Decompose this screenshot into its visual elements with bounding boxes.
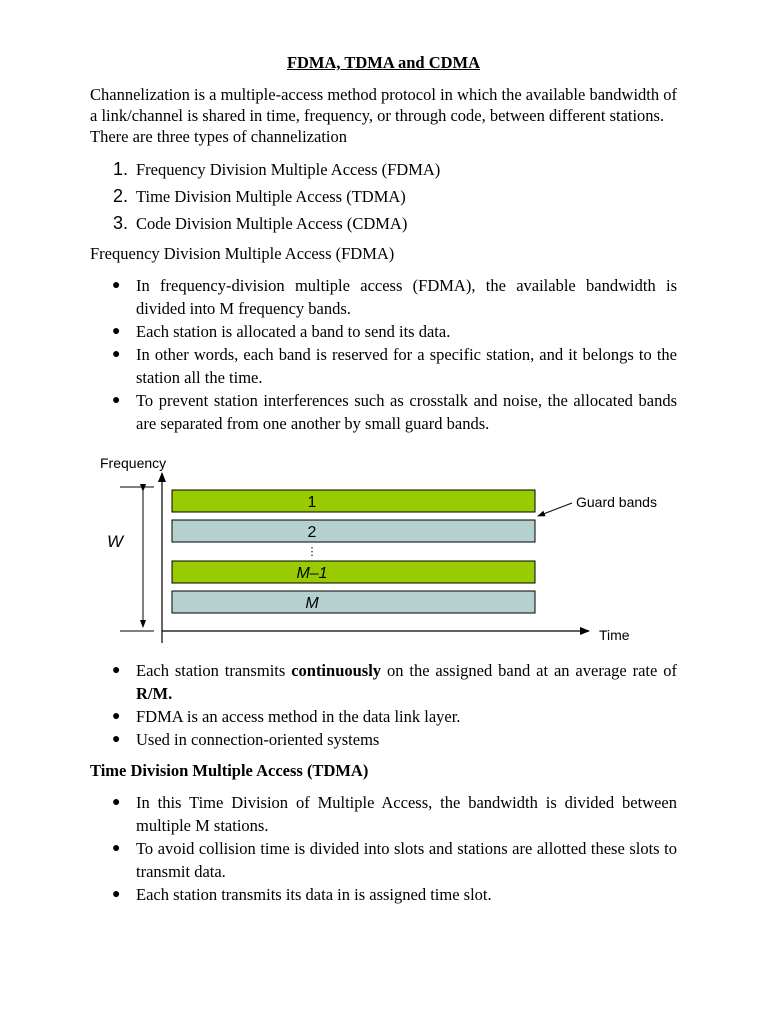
fdma-diagram [90, 451, 677, 647]
band-2 [172, 520, 535, 542]
document-content [90, 52, 677, 906]
list-item [90, 791, 677, 837]
list-number: 1. [113, 159, 129, 179]
list-item [90, 343, 677, 389]
fdma-heading: Frequency Division Multiple Access (FDMA) [90, 244, 395, 263]
band-2-label: 2 [307, 524, 317, 541]
bold-text: continuously [291, 661, 382, 680]
list-item-text: Used in connection-oriented systems [136, 730, 380, 749]
list-item-text: FDMA is an access method in the data link layer. [136, 707, 461, 726]
tdma-heading: Time Division Multiple Access (TDMA) [90, 761, 369, 780]
list-item-text: To avoid collision time is divided into slots and stations are allotted these slots to transmit data. [136, 839, 677, 881]
list-number: 2. [113, 186, 129, 206]
fdma-diagram-svg [80, 451, 680, 647]
guard-bands-label: Guard bands [576, 494, 657, 510]
x-axis-label: Time [599, 627, 630, 643]
bullet-icon: ● [112, 732, 121, 747]
channelization-types-list [90, 156, 677, 237]
list-item-text [136, 661, 677, 703]
list-item [90, 210, 677, 237]
band-1 [172, 490, 535, 512]
tdma-bullet-list [90, 791, 677, 906]
list-item [90, 837, 677, 883]
bullet-icon: ● [112, 709, 121, 724]
list-item-text: Time Division Multiple Access (TDMA) [136, 187, 406, 206]
bullet-icon: ● [112, 663, 121, 678]
list-item-text: Code Division Multiple Access (CDMA) [136, 214, 408, 233]
bullet-icon: ● [112, 347, 121, 362]
band-m-label: M [305, 595, 319, 612]
list-item-text: In other words, each band is reserved for a specific station, and it belongs to the station all the time. [136, 345, 677, 387]
text-span: on the assigned band at an average rate of [381, 661, 677, 680]
bullet-icon: ● [112, 841, 121, 856]
width-label: W [107, 532, 124, 551]
list-item-text: To prevent station interferences such as crosstalk and noise, the allocated bands are separated from one another by small guard bands. [136, 391, 677, 433]
band-dots: ⋮ [306, 545, 318, 558]
intro-paragraph: Channelization is a multiple-access method protocol in which the available bandwidth of a link/channel is shared in time, frequency, or through code, between different stations. [90, 85, 677, 125]
page-title: FDMA, TDMA and CDMA [286, 53, 481, 72]
bullet-icon: ● [112, 393, 121, 408]
list-item [90, 183, 677, 210]
list-item [90, 389, 677, 435]
band-m-1 [172, 561, 535, 583]
bullet-icon: ● [112, 795, 121, 810]
bold-text: R/M. [136, 684, 173, 703]
bullet-icon: ● [112, 324, 121, 339]
list-item-text: In this Time Division of Multiple Access, the bandwidth is divided between multiple M stations. [136, 793, 677, 835]
list-item [90, 156, 677, 183]
list-item-text: Each station is allocated a band to send its data. [136, 322, 451, 341]
list-item-text: In frequency-division multiple access (FDMA), the available bandwidth is divided into M frequency bands. [136, 276, 677, 318]
list-item [90, 728, 677, 751]
y-axis-label: Frequency [100, 455, 167, 471]
fdma-bullet-list-2 [90, 659, 677, 751]
list-item [90, 320, 677, 343]
guard-bands-arrow [538, 503, 572, 516]
list-item [90, 274, 677, 320]
fdma-bullet-list [90, 274, 677, 435]
list-item [90, 705, 677, 728]
bullet-icon: ● [112, 278, 121, 293]
list-item-text: Frequency Division Multiple Access (FDMA) [136, 160, 441, 179]
list-item [90, 659, 677, 705]
text-span: Each station transmits [136, 661, 292, 680]
band-m [172, 591, 535, 613]
band-m-1-label: M–1 [296, 565, 328, 582]
list-number: 3. [113, 213, 129, 233]
band-1-label: 1 [307, 494, 317, 511]
types-intro: There are three types of channelization [90, 127, 347, 146]
list-item-text: Each station transmits its data in is assigned time slot. [136, 885, 492, 904]
bullet-icon: ● [112, 887, 121, 902]
list-item [90, 883, 677, 906]
